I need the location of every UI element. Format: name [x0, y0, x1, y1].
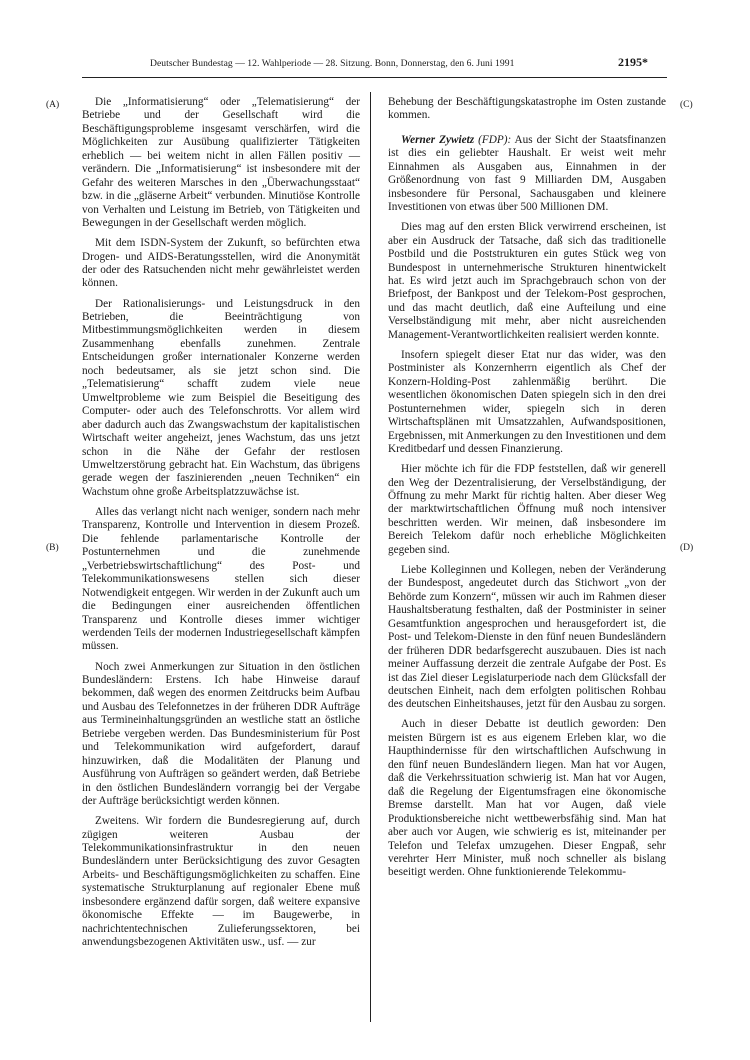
- right-column: [388, 96, 666, 886]
- column-divider: [370, 92, 371, 1022]
- paragraph: Behebung der Beschäftigungskatastrophe im Osten zustande kommen.: [388, 96, 666, 122]
- margin-mark-c: (C): [680, 100, 693, 110]
- header-title: Deutscher Bundestag — 12. Wahlperiode — 28. Sitzung. Bonn, Donnerstag, den 6. Juni 1991: [150, 58, 515, 69]
- paragraph: Auch in dieser Debatte ist deutlich geworden: Den meisten Bürgern ist es aus eigenem Erleben klar, wo die Haupthindernisse für den wirtschaftlichen Aufschwung in den fünf neuen Bundesländern liegen. Man hat vor Augen, daß die Verkehrssituation schwierig ist. Man hat vor Augen, daß die Regelung der Eigentumsfragen eine ökonomische Bremse darstellt. Man hat vor Augen, daß viele Produktionsbereiche nicht wettbewerbsfähig sind. Man hat aber auch vor Augen, wie schwierig es ist, miteinander per Telefon und Telefax umzugehen. Dieser Engpaß, sehr verehrter Herr Minister, muß noch schneller als bislang beseitigt werden. Ohne funktionierende Telekommu-: [388, 718, 666, 879]
- paragraph: Der Rationalisierungs- und Leistungsdruck in den Betrieben, die Beeinträchtigung von Mitbestimmungsmöglichkeiten werden in diesem Zusammenhang ebenfalls zunehmen. Zentrale Entscheidungen großer internationaler Konzerne werden noch bedeutsamer, als sie jetzt schon sind. Die „Telematisierung“ schafft zudem viele neue Umweltprobleme wie zum Beispiel die Beseitigung des Computer- oder auch des Telefonschrotts. Vor allem wird aber dadurch auch das Zwangswachstum der kapitalistischen Wirtschaft weiter angeheizt, jenes Wachstum, das uns jetzt schon in die Nähe der Gefahr der restlosen Umweltzerstörung gebracht hat. Ein Wachstum, das übrigens gerade wegen der faszinierenden „neuen Techniken“ ein Wachstum ohne große Arbeitsplatzzuwächse ist.: [82, 297, 360, 498]
- paragraph: Noch zwei Anmerkungen zur Situation in den östlichen Bundesländern: Erstens. Ich habe Hinweise darauf bekommen, daß wegen des enormen Zeitdrucks beim Aufbau und Ausbau des Telefonnetzes in der früheren DDR Aufträge aus Termineinhaltungsgründen an westliche statt an östliche Betriebe vergeben werden. Das Bundesministerium für Post und Telekommunikation wird aufgefordert, darauf hinzuwirken, daß die Modalitäten der Planung und Ausführung von Aufträgen so geändert werden, daß Betriebe in den östlichen Bundesländern vorrangig bei der Vergabe der Aufträge berücksichtigt werden können.: [82, 660, 360, 808]
- speaker-name: Werner Zywietz: [401, 133, 475, 146]
- paragraph: Hier möchte ich für die FDP feststellen, daß wir generell den Weg der Dezentralisierung, der Verselbständigung, der Öffnung zu mehr Markt für richtig halten. Aber dieser Weg der marktwirtschaftlichen Öffnung muß noch intensiver beschritten werden. Wir meinen, daß insbesondere im Bereich Telekom dafür noch erhebliche Möglichkeiten gegeben sind.: [388, 463, 666, 556]
- header-rule: [82, 77, 667, 78]
- speaker-party: (FDP):: [478, 133, 512, 146]
- left-column: [82, 96, 360, 956]
- paragraph: Dies mag auf den ersten Blick verwirrend erscheinen, ist aber ein Ausdruck der Tatsache, daß sich das traditionelle Postbild und die Poststrukturen ein gutes Stück weg von Bundespost in unternehmerische Strukturen hinentwickelt hat. Es wird jetzt auch im Sprachgebrauch schon von der Briefpost, der Bankpost und der Telekom-Post gesprochen, und das macht deutlich, daß eine Aufteilung und eine Verselbständigung mit mehr, aber nicht ausreichenden Management-Verantwortlichkeiten realisiert werden konnte.: [388, 221, 666, 341]
- page-number: 2195*: [618, 55, 648, 69]
- paragraph: Liebe Kolleginnen und Kollegen, neben der Veränderung der Bundespost, angedeutet durch das Stichwort „von der Behörde zum Konzern“, müssen wir auch im Rahmen dieser Haushaltsberatung festhalten, daß der Postminister in seiner Gesamtfunktion angesprochen und herausgefordert ist, die Post- und Telekom-Dienste in den fünf neuen Bundesländern der früheren DDR bedarfsgerecht auszubauen. Dies ist nach meiner Auffassung derzeit die zentrale Aufgabe der Post. Es ist das Ziel dieser Legislaturperiode nach dem Glücksfall der deutschen Einheit, nach dem erfolgten politischen Rohbau des deutschen Einheitshauses, jetzt für den Ausbau zu sorgen.: [388, 563, 666, 711]
- paragraph: Insofern spiegelt dieser Etat nur das wider, was den Postminister als Konzernherrn eigentlich als Chef der Konzern-Holding-Post zahlenmäßig berührt. Die wesentlichen ökonomischen Daten spiegeln sich in den drei Postunternehmen wider, spiegeln sich in deren Wirtschaftsplänen mit Umsatzzahlen, Aufwandspositionen, Ergebnissen, mit Anmerkungen zu den Investitionen und dem Kreditbedarf und dessen Finanzierung.: [388, 348, 666, 456]
- paragraph: Zweitens. Wir fordern die Bundesregierung auf, durch zügigen weiteren Ausbau der Telekommunikationsinfrastruktur in den neuen Bundesländern unter Berücksichtigung des zuvor Gesagten Arbeits- und Beschäftigungsmöglichkeiten zu schaffen. Eine systematische Strukturplanung auf regionaler Ebene muß insbesondere ergänzend dafür sorgen, daß weitere expansive ökonomische Effekte — im Baugewerbe, in nachrichtentechnischen Zulieferungssektoren, bei anwendungsbezogenen Aktivitäten usw., usf. — zur: [82, 815, 360, 949]
- paragraph: Alles das verlangt nicht nach weniger, sondern nach mehr Transparenz, Kontrolle und Intervention in diesem Prozeß. Die fehlende parlamentarische Kontrolle der Postunternehmen und die zunehmende „Verbetriebswirtschaftlichung“ des Post- und Telekommunikationswesens stellen sich dieser Notwendigkeit entgegen. Wir werden in der Zukunft auch um die Bedingungen einer ausreichenden öffentlichen Transparenz und Kontrolle dieses immer wichtiger werdenden Teils der modernen Industriegesellschaft kämpfen müssen.: [82, 505, 360, 653]
- speaker-paragraph: [388, 134, 666, 215]
- margin-mark-d: (D): [680, 543, 694, 553]
- speaker-text: Aus der Sicht der Staatsfinanzen ist dies ein geliebter Haushalt. Er weist weit mehr Einnahmen als Ausgaben aus, Einnahmen in der Größenordnung von fast 9 Milliarden DM, Ausgaben insbesondere für Personal, Sachausgaben und kleinere Investitionen von etwas über 500 Millionen DM.: [388, 133, 666, 214]
- paragraph: Mit dem ISDN-System der Zukunft, so befürchten etwa Drogen- und AIDS-Beratungsstellen, wird die Anonymität der oder des Ratsuchenden nicht mehr gewährleistet werden können.: [82, 237, 360, 290]
- paragraph: Die „Informatisierung“ oder „Telematisierung“ der Betriebe und der Gesellschaft wird die Beschäftigungsprobleme insgesamt verschärfen, wird die Möglichkeiten zur Ausübung qualifizierter Tätigkeiten erheblich — bei weitem nicht in allen Fällen positiv — verändern. Die „Informatisierung“ ist insbesondere mit der Gefahr des weiteren Marsches in den „Überwachungsstaat“ bzw. in die „gläserne Arbeit“ verbunden. Minutiöse Kontrolle von Verhalten und Leistung im Betrieb, von Tätigkeiten und Bewegungen in der Gesellschaft werden möglich.: [82, 96, 360, 230]
- margin-mark-b: (B): [46, 543, 59, 553]
- margin-mark-a: (A): [46, 100, 60, 110]
